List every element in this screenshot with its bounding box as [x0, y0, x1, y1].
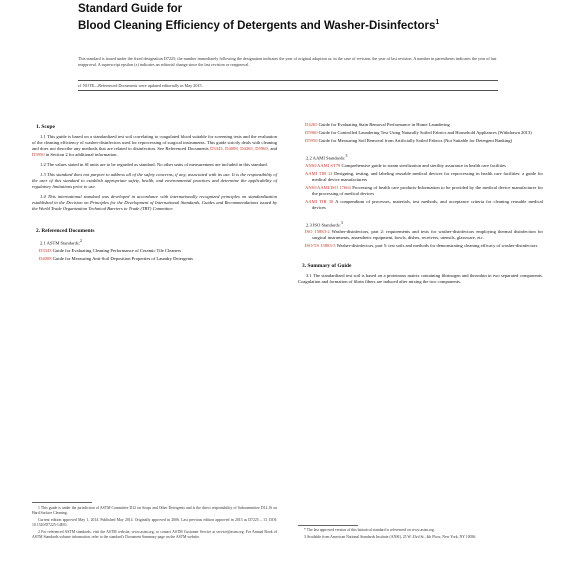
- footnotes-left: [32, 506, 277, 542]
- astm-footnote-mark: 2: [79, 239, 82, 243]
- designation-note: This standard is issued under the fixed designation D7225; the number immediately following the designation indicates the year of original adoption or, in the case of revision, the year of last revision. A number in parentheses indicates the year of last reapproval. A superscript epsilon (ε) indicates an editorial change since the last revision or reapproval.: [78, 56, 497, 67]
- reference-item: [298, 185, 543, 197]
- footnote-divider: [298, 525, 358, 526]
- reference-item: [298, 199, 543, 211]
- section-heading-referenced-documents: 2. Referenced Documents: [36, 228, 95, 234]
- astm-standards-heading: [40, 238, 277, 247]
- reference-item: [298, 229, 543, 241]
- aami-standards-heading: [306, 153, 543, 162]
- iso-standards-heading: [306, 220, 543, 229]
- scope-p1-ref-links[interactable]: D3343, D4008, D4265, D5960,: [210, 146, 269, 151]
- section-heading-scope: 1. Scope: [36, 124, 55, 130]
- reference-item: [298, 138, 543, 144]
- footnote: 3 Available from American National Standards Institute (ANSI), 25 W. 43rd St., 4th Floor, New York, NY 10036.: [304, 535, 477, 539]
- reference-title: Guide for Measuring Anti-Soil Deposition Properties of Laundry Detergents: [52, 255, 193, 261]
- reference-code-link[interactable]: ANSI/AAMI ST79: [305, 162, 341, 168]
- reference-code-link[interactable]: D5960: [305, 130, 318, 135]
- reference-item: [298, 122, 543, 128]
- reference-item: [32, 248, 277, 254]
- footnotes-right: [298, 528, 543, 542]
- reference-item: [298, 163, 543, 169]
- footnote: Current edition approved May 1, 2014. Published May 2014. Originally approved in 2006. Last previous edition approved in 2013 as D7225 – 13. DOI: 10.1520/D7225-14E01.: [32, 518, 277, 527]
- reference-code-link[interactable]: D4008: [39, 255, 52, 261]
- footnote: 1 This guide is under the jurisdiction of ASTM Committee D12 on Soaps and Other Detergents and is the direct responsibility of Subcommittee D12.16 on Hard Surface Cleaning.: [32, 506, 277, 515]
- editorial-note: ε1 NOTE—Referenced Documents were updated editorially in May 2015.: [78, 80, 498, 91]
- iso-standards-heading-text: 2.3 ISO Standards:: [306, 222, 341, 228]
- reference-code-link[interactable]: AAMI TIR 30: [305, 198, 334, 204]
- footnote: * The last approved version of this historical standard is referenced on www.astm.org.: [304, 528, 435, 532]
- reference-code-link[interactable]: D3343: [39, 247, 52, 253]
- reference-code-link[interactable]: AAMI TIR 12: [305, 170, 333, 176]
- reference-title: Designing, testing, and labeling reusable medical devices for reprocessing in health care facilities: a guide for medical device manufacturers: [312, 170, 543, 182]
- reference-item: [298, 171, 543, 183]
- scope-paragraph-4: 1.4 This international standard was developed in accordance with internationally recognized principles on standardization established in the Decision on Principles for the Development of International Standards, Guides and Recommendations issued by the World Trade Organization Technical Barriers to Trade (TBT) Committee.: [32, 194, 277, 211]
- document-title: [78, 16, 498, 33]
- reference-title: Guide for Evaluating Cleaning Performance of Ceramic Tile Cleaners: [52, 247, 182, 253]
- reference-code-link[interactable]: D5950: [305, 138, 318, 143]
- scope-paragraph-1: [32, 134, 277, 158]
- reference-code-link[interactable]: ISO/TS 15883-5: [305, 243, 336, 249]
- reference-title: Washer-disinfectors, part 5: test soils and methods for demonstrating cleaning efficacy of washer-disinfectors: [336, 243, 538, 249]
- aami-standards-heading-text: 2.2 AAMI Standards:: [306, 155, 346, 161]
- reference-code-link[interactable]: D4265: [305, 122, 318, 127]
- section-heading-summary: 3. Summary of Guide: [302, 263, 352, 270]
- astm-standards-heading-text: 2.1 ASTM Standards:: [40, 240, 80, 246]
- title-block: [78, 2, 498, 33]
- reference-item: [298, 130, 543, 136]
- reference-item: [32, 256, 277, 262]
- summary-paragraph-1: 3.1 The standardized test soil is based on a proteinous matrix containing fibrinogen and thrombin in two separated components. Coagulation and formation of fibrin fibers are induced after mixing the two components.: [298, 273, 543, 285]
- reference-title: Comprehensive guide to steam sterilization and sterility assurance in health care facilities: [341, 162, 506, 168]
- reference-title: Washer-disinfectors, part 2: requirements and tests for washer-disinfectors employing thermal disinfection for surgical instruments, anaesthetic equipment, bowls, dishes, receivers, utensils, glassware, etc.: [312, 229, 543, 241]
- footnote-divider: [32, 502, 92, 503]
- document-title-text: Blood Cleaning Efficiency of Detergents and Washer-Disinfectors: [78, 19, 436, 32]
- title-prefix: Standard Guide for: [78, 3, 183, 15]
- reference-code-link[interactable]: ISO 15883-2: [305, 229, 330, 235]
- aami-footnote-mark: 3: [345, 154, 348, 158]
- title-footnote-mark: 1: [435, 19, 440, 26]
- scope-p1-text: 1.1 This guide is based on a standardized test soil correlating to coagulated blood suitable for screening tests and the evaluation of the cleaning efficiency of washer-disinfectors used for reprocessing of surgical instruments. This guide strictly deals with cleaning and does not describe any methods that are related to disinfection. See Referenced Documents: [32, 134, 277, 151]
- scope-p1-ref-link-d5950[interactable]: D5950: [32, 152, 45, 157]
- reference-title: Guide for Controlled Laundering Test Using Naturally Soiled Fabrics and Household Appliances (Withdrawn 2013): [318, 130, 532, 135]
- iso-footnote-mark: 3: [340, 220, 343, 225]
- scope-paragraph-2: 1.2 The values stated in SI units are to be regarded as standard. No other units of measurement are included in this standard.: [40, 162, 268, 167]
- left-column: [32, 124, 277, 264]
- reference-title: Guide for Measuring Soil Removal from Artificially Soiled Fabrics (Not Suitable for Detergent Ranking): [318, 138, 513, 143]
- scope-p1-post: in Section 2 for additional information.: [45, 152, 118, 157]
- scope-p1-and: and: [270, 146, 277, 151]
- reference-title: Processing of health care products-Information to be provided by the medical device manufacturer for the processing of medical devices: [312, 184, 544, 196]
- reference-code-link[interactable]: ANSI/AAMI/ISO 17664: [305, 184, 351, 190]
- footnote: 2 For referenced ASTM standards, visit the ASTM website, www.astm.org, or contact ASTM Customer Service at service@astm.org. For Annual Book of ASTM Standards volume information, refer to the standard's Document Summary page on the ASTM website.: [32, 530, 277, 539]
- reference-item: [298, 243, 543, 249]
- right-column: [298, 122, 543, 289]
- reference-title: Guide for Evaluating Stain Removal Performance in Home Laundering: [318, 122, 450, 127]
- scope-paragraph-3: 1.3 This standard does not purport to address all of the safety concerns, if any, associated with its use. It is the responsibility of the user of this standard to establish appropriate safety, health, and environmental practices and determine the applicability of regulatory limitations prior to use.: [32, 172, 277, 189]
- reference-title: A compendium of processes, materials, test methods, and acceptance criteria for cleaning reusable medical devices: [312, 198, 543, 210]
